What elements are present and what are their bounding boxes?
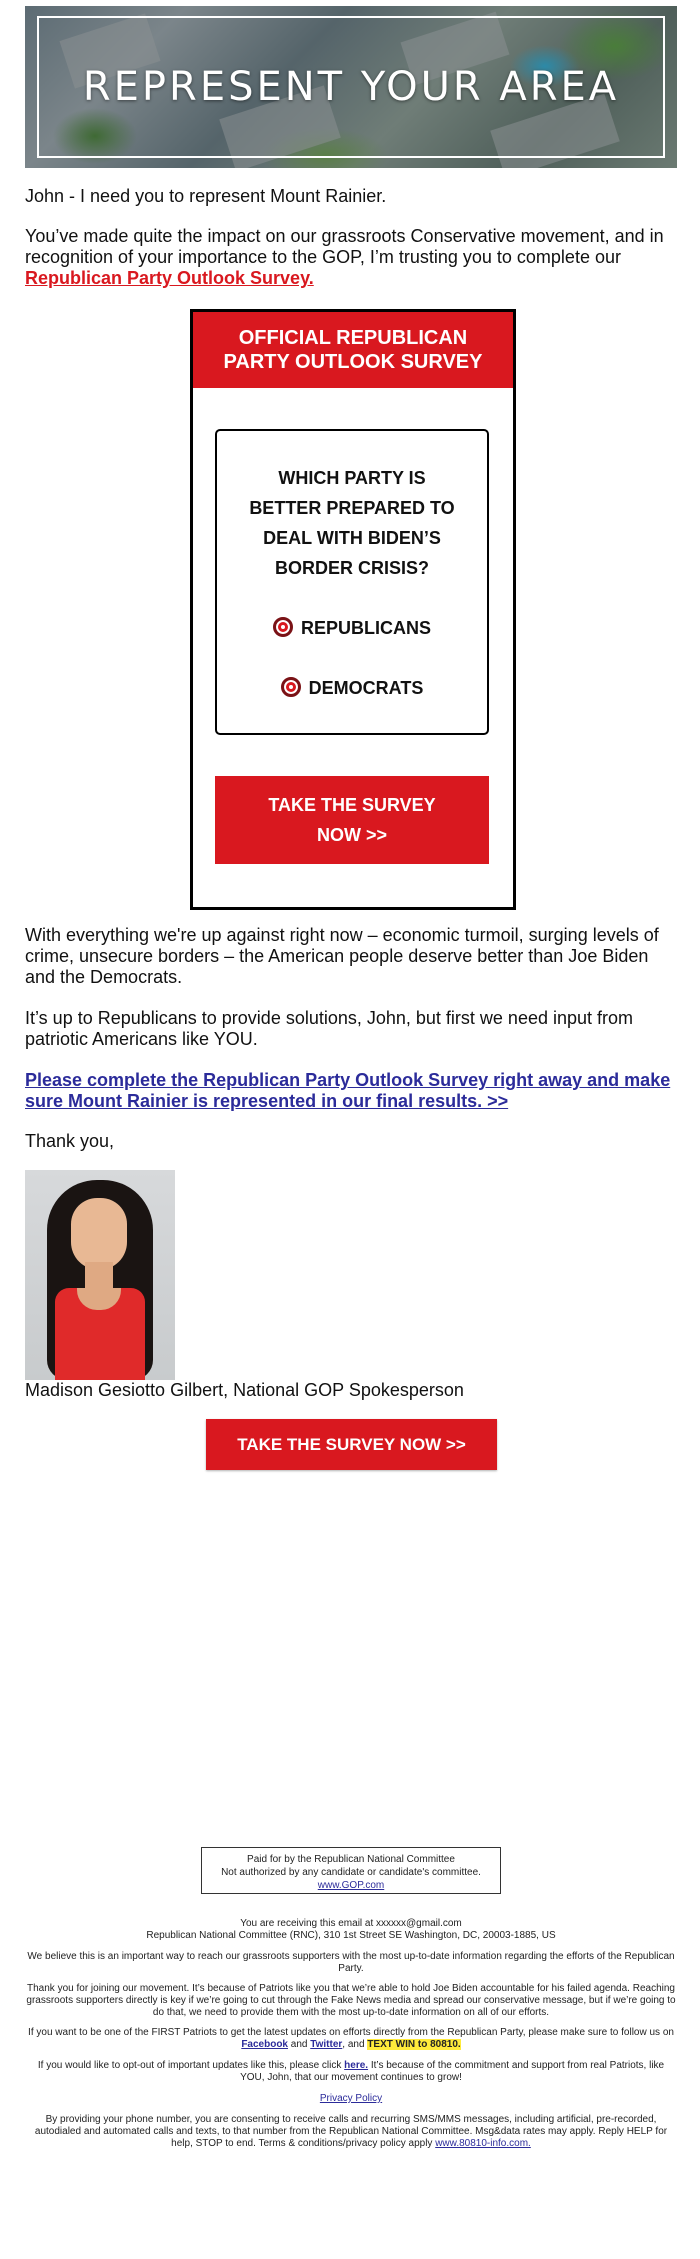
- option-label: REPUBLICANS: [300, 618, 431, 638]
- survey-cta-line: TAKE THE SURVEY: [268, 795, 436, 815]
- sms-paragraph: [25, 2114, 677, 2150]
- survey-question-line: BETTER PREPARED TO: [249, 498, 455, 518]
- survey-question: [227, 463, 477, 583]
- follow-and: and: [288, 2039, 311, 2050]
- receiving-email: You are receiving this email at xxxxxx@gmail.com: [240, 1918, 462, 1929]
- privacy-policy-link[interactable]: Privacy Policy: [319, 2093, 383, 2104]
- thanks-text: Thank you,: [25, 1131, 115, 1151]
- survey-question-line: DEAL WITH BIDEN’S: [263, 528, 441, 548]
- complete-survey-link[interactable]: Please complete the Republican Party Outlook Survey right away and make sure Mount Rainier is represented in our final results. >>: [25, 1070, 671, 1111]
- option-label: DEMOCRATS: [308, 678, 424, 698]
- survey-question-card: [215, 429, 489, 735]
- thankyou-paragraph: Thank you for joining our movement. It’s because of Patriots like you that we’re able to hold Joe Biden accountable for his failed agenda. Reaching grassroots supporters directly is key if we’re going to cut through the Fake News media and spread our conservative message, but if we’re going to do that, we need to provide them with the most up-to-date information on all of our efforts.: [26, 1983, 676, 2018]
- gop-website-link[interactable]: www.GOP.com: [317, 1880, 385, 1891]
- rnc-address: Republican National Committee (RNC), 310 1st Street SE Washington, DC, 20003-1885, US: [146, 1930, 556, 1941]
- radio-icon[interactable]: [273, 617, 293, 637]
- optout-paragraph: [25, 2060, 677, 2084]
- survey-header: [193, 312, 513, 388]
- sms-info-link[interactable]: www.80810-info.com.: [435, 2138, 531, 2149]
- survey-link[interactable]: Republican Party Outlook Survey.: [25, 268, 314, 288]
- option-republicans[interactable]: [217, 617, 487, 639]
- paid-line: Paid for by the Republican National Committee: [247, 1854, 455, 1865]
- believe-paragraph: We believe this is an important way to reach our grassroots supporters with the most up-to-date information regarding the efforts of the Republican Party.: [27, 1951, 675, 1974]
- survey-question-line: BORDER CRISIS?: [274, 558, 429, 578]
- hero-title: REPRESENT YOUR AREA: [82, 64, 620, 110]
- optout-rest: It’s because of the commitment and support from real Patriots, like YOU, John, that our movement continues to grow!: [240, 2060, 665, 2083]
- survey-card[interactable]: [190, 309, 516, 910]
- signature: Madison Gesiotto Gilbert, National GOP Spokesperson: [25, 1380, 464, 1400]
- follow-and: , and: [342, 2039, 368, 2050]
- spokesperson-photo: [25, 1170, 175, 1380]
- intro-line-text: - I need you to represent Mount Rainier.: [64, 186, 387, 206]
- survey-header-line: OFFICIAL REPUBLICAN: [238, 327, 468, 349]
- follow-paragraph: [25, 2027, 677, 2051]
- radio-icon[interactable]: [281, 677, 301, 697]
- hero-banner[interactable]: [25, 6, 677, 168]
- intro-line: [25, 186, 677, 207]
- paid-for-box: [201, 1847, 501, 1894]
- option-democrats[interactable]: [217, 677, 487, 699]
- recipient-name: John: [25, 186, 65, 206]
- survey-cta-button[interactable]: [215, 776, 489, 864]
- intro-paragraph-text: You’ve made quite the impact on our grassroots Conservative movement, and in recognition of your importance to the GOP, I’m trusting you to complete our: [25, 226, 664, 267]
- body-paragraph-solutions: It’s up to Republicans to provide solutions, John, but first we need input from patriotic Americans like YOU.: [25, 1008, 634, 1049]
- paid-line: Not authorized by any candidate or candidate's committee.: [221, 1867, 481, 1878]
- text-win-highlight: TEXT WIN to 80810.: [367, 2039, 461, 2050]
- optout-link[interactable]: here.: [344, 2060, 369, 2071]
- photo-face-shape: [71, 1198, 127, 1270]
- follow-text: If you want to be one of the FIRST Patriots to get the latest updates on efforts directly from the Republican Party, please make sure to follow us on: [28, 2027, 674, 2038]
- take-survey-button[interactable]: TAKE THE SURVEY NOW >>: [206, 1419, 497, 1470]
- optout-text: If you would like to opt-out of important updates like this, please click: [37, 2060, 345, 2071]
- twitter-link[interactable]: Twitter: [310, 2039, 343, 2050]
- intro-paragraph: [25, 226, 677, 289]
- facebook-link[interactable]: Facebook: [241, 2039, 288, 2050]
- body-paragraph-crisis: With everything we're up against right now – economic turmoil, surging levels of crime, unsecure borders – the American people deserve better than Joe Biden and the Democrats.: [25, 925, 659, 987]
- receiving-notice: [25, 1918, 677, 1942]
- sms-text: By providing your phone number, you are consenting to receive calls and recurring SMS/MMS messages, including artificial, pre-recorded, autodialed and automated calls and texts, to that number from the Republican National Committee. Msg&data rates may apply. Reply HELP for help, STOP to end. Terms & conditions/privacy policy apply: [34, 2114, 668, 2149]
- survey-question-line: WHICH PARTY IS: [278, 468, 426, 488]
- survey-header-line: PARTY OUTLOOK SURVEY: [223, 351, 483, 373]
- survey-cta-line: NOW >>: [316, 825, 387, 845]
